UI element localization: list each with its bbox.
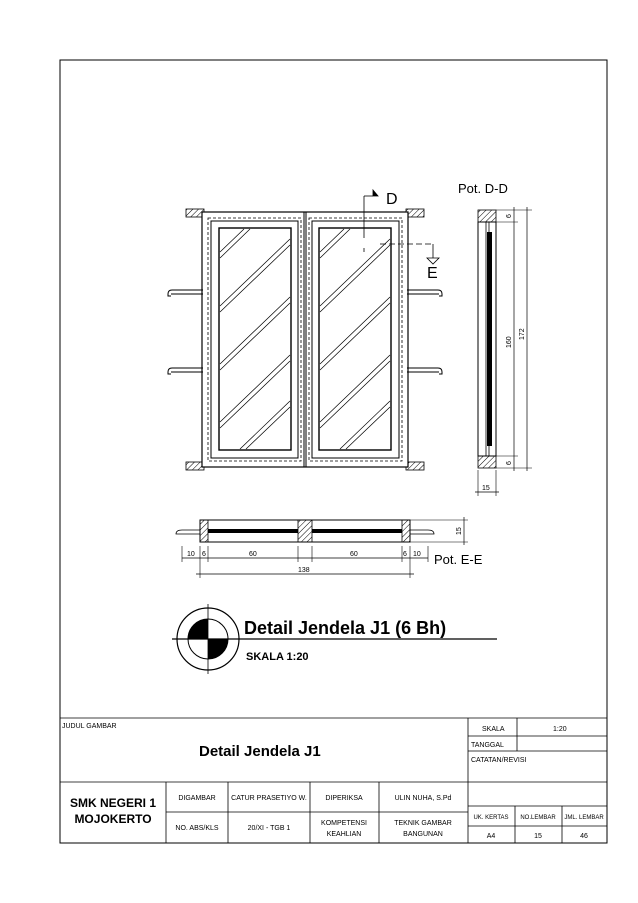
jml-lembar-value: 46: [580, 833, 588, 840]
school-name-line2: MOJOKERTO: [74, 812, 152, 826]
diperiksa-value: ULIN NUHA, S.Pd: [394, 795, 452, 802]
section-e-e: [176, 517, 483, 578]
dim-dd-160: 160: [506, 336, 513, 348]
no-lembar-label: NO.LEMBAR: [520, 815, 556, 821]
uk-kertas-label: UK. KERTAS: [473, 815, 509, 821]
section-e-label: Pot. E-E: [434, 552, 483, 567]
drawing-title: Detail Jendela J1 (6 Bh): [244, 618, 447, 638]
dim-ee-6-left: 6: [202, 551, 206, 558]
dim-dd-top: 6: [506, 214, 513, 218]
tanggal-label: TANGGAL: [471, 742, 504, 749]
dim-ee-138: 138: [298, 567, 310, 574]
judul-gambar-label: JUDUL GAMBAR: [62, 723, 117, 730]
dim-ee-60-left: 60: [249, 551, 257, 558]
kompetensi-value-1: TEKNIK GAMBAR: [394, 820, 452, 827]
school-name-line1: SMK NEGERI 1: [69, 796, 157, 810]
section-d-d: [458, 181, 532, 496]
dim-ee-10-right: 10: [413, 551, 421, 558]
skala-label: SKALA: [482, 726, 505, 733]
no-lembar-value: 15: [534, 833, 542, 840]
diperiksa-label: DIPERIKSA: [325, 795, 363, 802]
dim-ee-6-right: 6: [403, 551, 407, 558]
digambar-label: DIGAMBAR: [178, 795, 216, 802]
kompetensi-label-1: KOMPETENSI: [321, 820, 367, 827]
kompetensi-value-2: BANGUNAN: [403, 831, 443, 838]
dim-dd-15: 15: [482, 485, 490, 492]
dim-ee-10-left: 10: [187, 551, 195, 558]
no-abs-value: 20/XI - TGB 1: [247, 825, 291, 832]
section-d-label: Pot. D-D: [458, 181, 508, 196]
window-elevation: [168, 190, 442, 470]
dim-dd-bottom: 6: [506, 461, 513, 465]
kompetensi-label-2: KEAHLIAN: [326, 831, 362, 838]
dim-ee-15: 15: [456, 527, 463, 535]
uk-kertas-value: A4: [486, 833, 496, 840]
judul-gambar-value: Detail Jendela J1: [199, 743, 321, 760]
catatan-label: CATATAN/REVISI: [471, 757, 527, 764]
cut-d-label: D: [386, 191, 398, 208]
outer-frame: [202, 212, 408, 467]
skala-value: 1:20: [553, 726, 567, 733]
dim-ee-60-right: 60: [350, 551, 358, 558]
no-abs-label: NO. ABS/KLS: [175, 825, 219, 832]
cut-e-label: E: [427, 265, 438, 282]
jml-lembar-label: JML. LEMBAR: [564, 815, 604, 821]
title-symbol: [172, 604, 497, 674]
drawing-scale: SKALA 1:20: [246, 651, 309, 663]
dim-dd-172: 172: [519, 328, 526, 340]
digambar-value: CATUR PRASETIYO W.: [231, 795, 307, 802]
